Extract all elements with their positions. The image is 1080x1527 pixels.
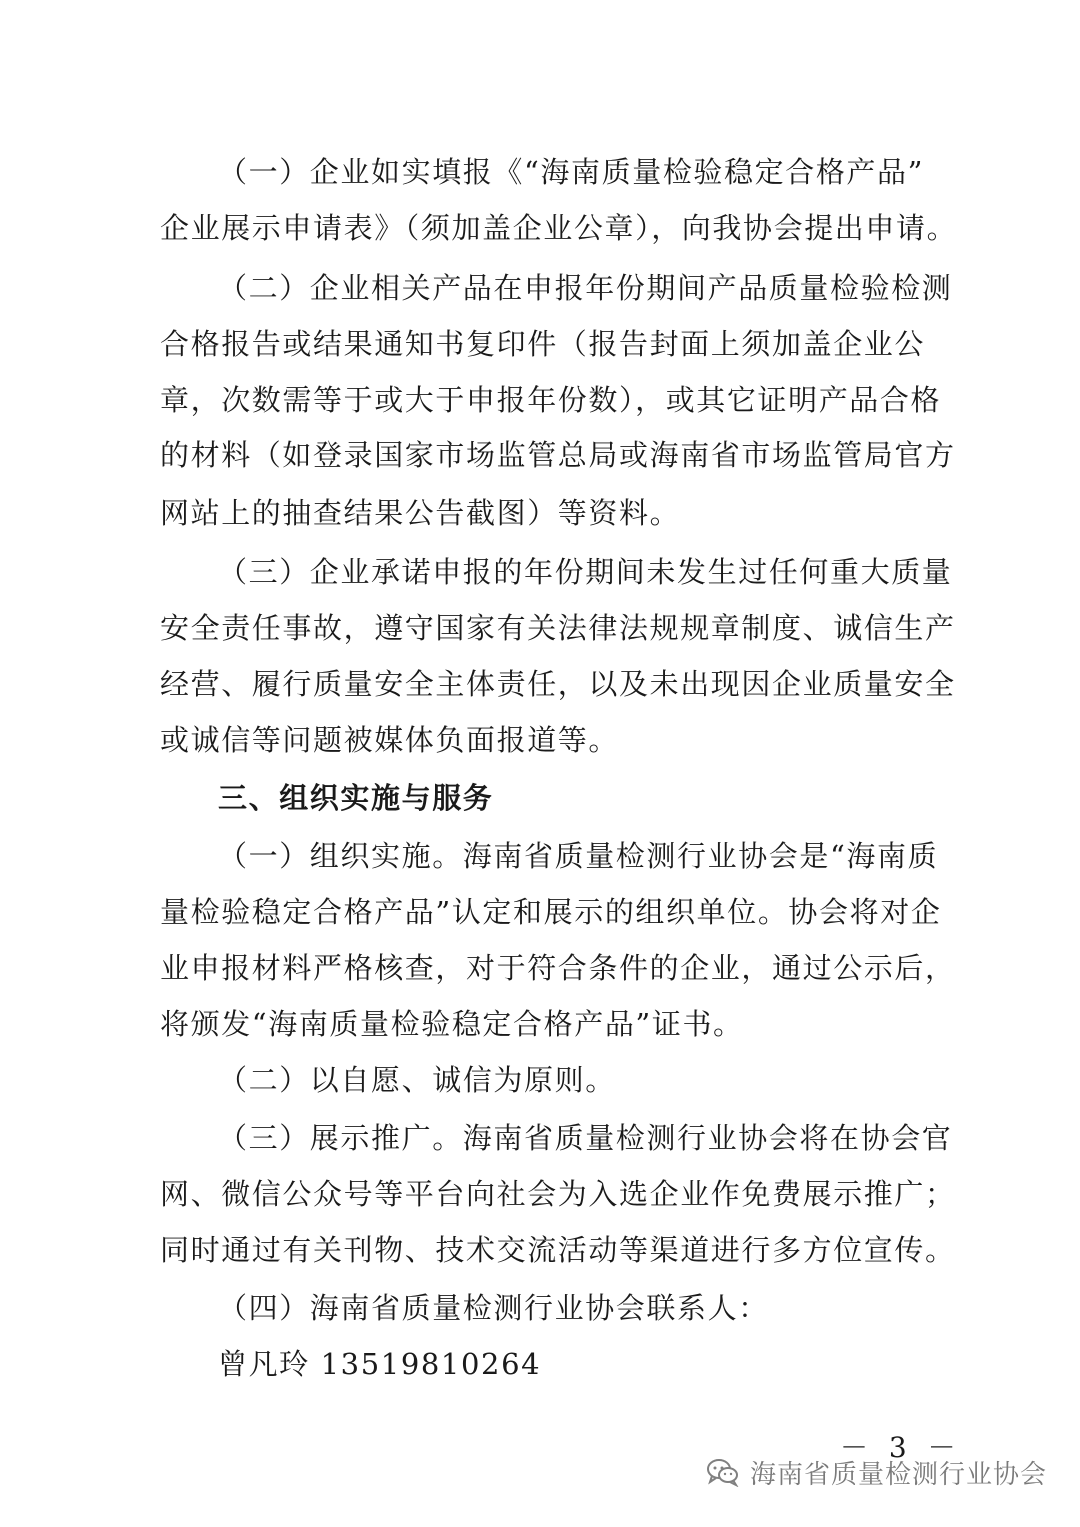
page-number: － 3 － [840,1431,962,1464]
section-heading: 三、组织实施与服务 [218,781,494,815]
paragraph-line: 企业展示申请表》（须加盖企业公章），向我协会提出申请。 [160,211,958,245]
paragraph-line: 安全责任事故，遵守国家有关法律法规规章制度、诚信生产 [160,611,956,645]
paragraph-line: 经营、履行质量安全主体责任，以及未出现因企业质量安全 [160,667,956,701]
wechat-watermark [706,1452,1047,1492]
paragraph-line: 网、微信公众号等平台向社会为入选企业作免费展示推广； [160,1177,956,1211]
paragraph-line: （一）企业如实填报《“海南质量检验稳定合格产品” [218,155,925,189]
paragraph-line: （一）组织实施。海南省质量检测行业协会是“海南质 [218,839,939,873]
paragraph-line: 章，次数需等于或大于申报年份数），或其它证明产品合格 [160,383,942,417]
contact-line: 曾凡玲 13519810264 [218,1347,542,1381]
paragraph-line: 同时通过有关刊物、技术交流活动等渠道进行多方位宣传。 [160,1233,956,1267]
paragraph-line: （三）企业承诺申报的年份期间未发生过任何重大质量 [218,555,953,589]
paragraph-line: 的材料（如登录国家市场监管总局或海南省市场监管局官方 [160,438,956,472]
paragraph-line: 业申报材料严格核查，对于符合条件的企业，通过公示后， [160,951,956,985]
paragraph-line: 合格报告或结果通知书复印件（报告封面上须加盖企业公 [160,327,926,361]
wechat-icon [706,1457,740,1487]
paragraph-line: 或诚信等问题被媒体负面报道等。 [160,723,620,757]
paragraph-line: 将颁发“海南质量检验稳定合格产品”证书。 [160,1007,744,1041]
paragraph-line: （三）展示推广。海南省质量检测行业协会将在协会官 [218,1121,953,1155]
paragraph-line: 网站上的抽查结果公告截图）等资料。 [160,496,681,530]
paragraph-line: （二）企业相关产品在申报年份期间产品质量检验检测 [218,271,953,305]
watermark-text: 海南省质量检测行业协会 [750,1459,1048,1490]
paragraph-line: 量检验稳定合格产品”认定和展示的组织单位。协会将对企 [160,895,942,929]
paragraph-line: （四）海南省质量检测行业协会联系人： [218,1291,769,1325]
paragraph-line: （二）以自愿、诚信为原则。 [218,1063,616,1097]
